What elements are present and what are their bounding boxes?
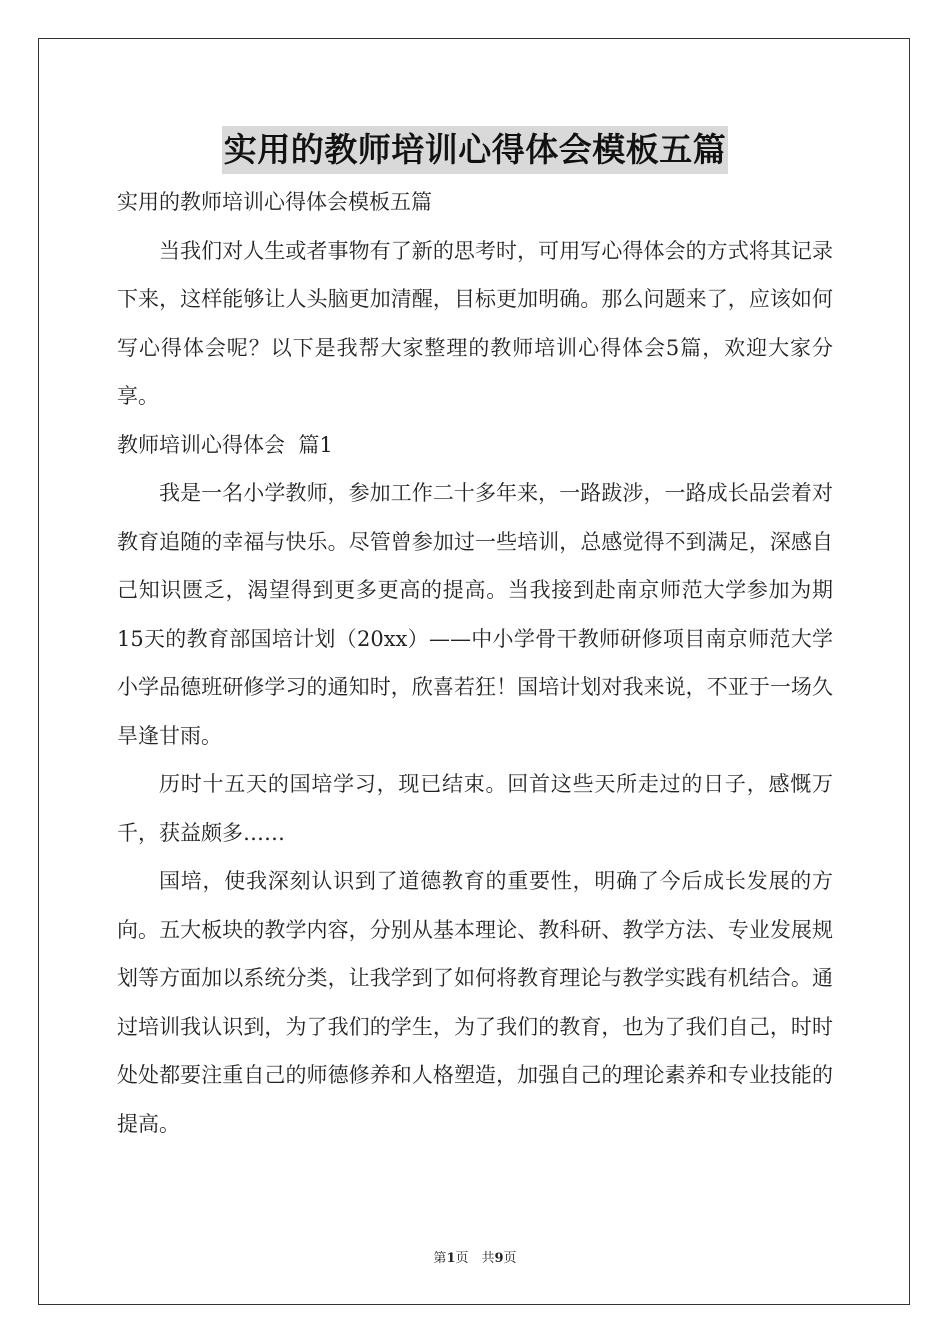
- body-paragraph-1: 我是一名小学教师，参加工作二十多年来，一路跋涉，一路成长品尝着对教育追随的幸福与快乐。尽管曾参加过一些培训，总感觉得不到满足，深感自己知识匮乏，渴望得到更多更高的提高。当我接到赴南京师范大学参加为期15天的教育部国培计划（20xx）——中小学骨干教师研修项目南京师范大学小学品德班研修学习的通知时，欣喜若狂！国培计划对我来说，不亚于一场久旱逢甘雨。: [117, 481, 833, 748]
- page-footer: [0, 1247, 950, 1266]
- body-paragraph-3: 国培，使我深刻认识到了道德教育的重要性，明确了今后成长发展的方向。五大板块的教学内容，分别从基本理论、教科研、教学方法、专业发展规划等方面加以系统分类，让我学到了如何将教育理论与教学实践有机结合。通过培训我认识到，为了我们的学生，为了我们的教育，也为了我们自己，时时处处都要注重自己的师德修养和人格塑造，加强自己的理论素养和专业技能的提高。: [117, 869, 833, 1136]
- document-body: [117, 178, 833, 1148]
- subtitle-line: 实用的教师培训心得体会模板五篇: [117, 190, 432, 214]
- document-title: 实用的教师培训心得体会模板五篇: [222, 126, 729, 174]
- intro-paragraph: 当我们对人生或者事物有了新的思考时，可用写心得体会的方式将其记录下来，这样能够让人头脑更加清醒，目标更加明确。那么问题来了，应该如何写心得体会呢？以下是我帮大家整理的教师培训心得体会5篇，欢迎大家分享。: [117, 238, 833, 408]
- section-heading: 教师培训心得体会 篇1: [117, 432, 333, 457]
- title-container: [0, 126, 950, 174]
- footer-current-page: 1: [446, 1251, 456, 1266]
- footer-prefix: 第: [433, 1251, 447, 1266]
- footer-mid: 页 共: [455, 1251, 495, 1266]
- footer-total-pages: 9: [494, 1251, 504, 1266]
- footer-suffix: 页: [503, 1251, 517, 1266]
- body-paragraph-2: 历时十五天的国培学习，现已结束。回首这些天所走过的日子，感慨万千，获益颇多……: [117, 772, 833, 845]
